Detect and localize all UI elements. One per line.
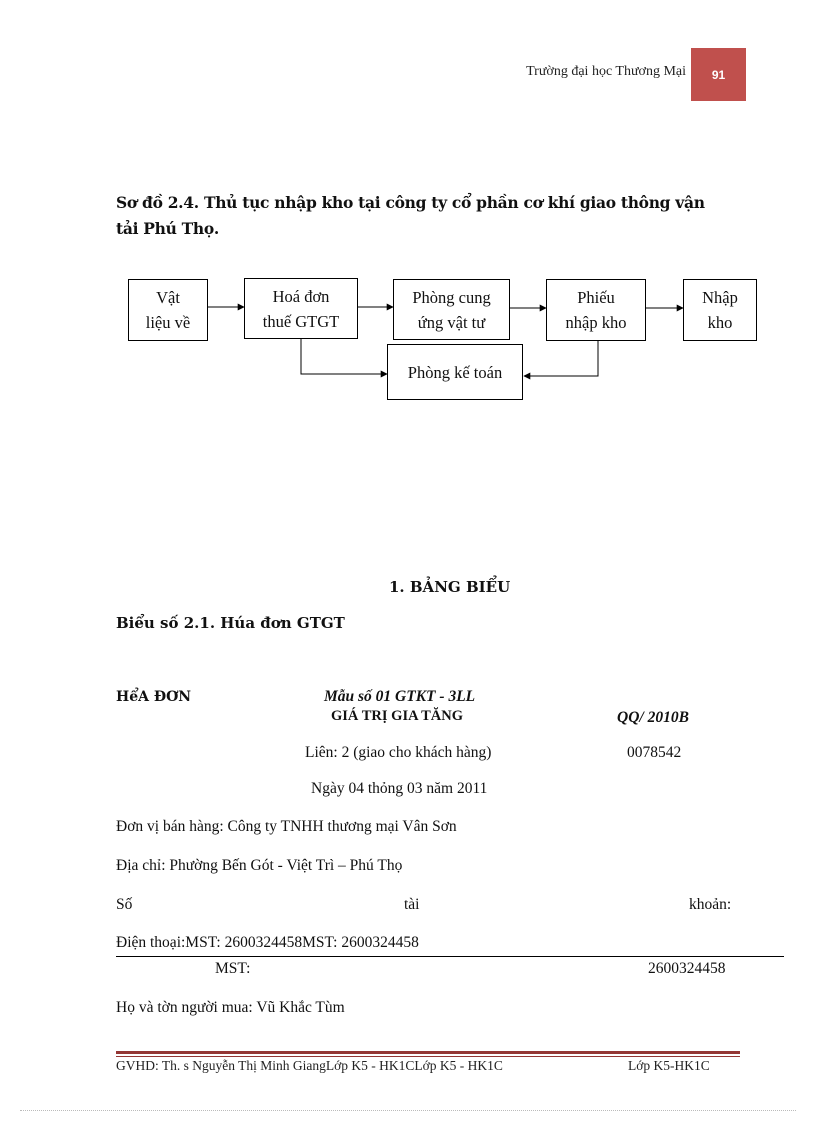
invoice-form-number: Mẫu số 01 GTKT - 3LL <box>324 688 476 705</box>
arrow-2-6 <box>301 338 387 374</box>
invoice-label: HểA ĐƠN <box>116 689 192 705</box>
box-phong-ke-toan: Phòng kế toán <box>387 344 523 400</box>
buyer-name: Họ và tờn người mua: Vũ Khắc Tùm <box>116 999 345 1016</box>
section-subtitle: Biểu số 2.1. Húa đơn GTGT <box>116 614 345 632</box>
tax-code-label: MST: <box>215 960 251 977</box>
box-nhap-kho: Nhập kho <box>683 279 757 341</box>
footer-rule-thin <box>116 1056 740 1057</box>
seller-unit: Đơn vị bán hàng: Công ty TNHH thương mại Vân Sơn <box>116 818 457 835</box>
account-label-so: Số <box>116 896 133 913</box>
box-vat-lieu-ve: Vật liệu về <box>128 279 208 341</box>
page-bottom-edge <box>20 1110 796 1111</box>
box-phong-cung-ung: Phòng cung ứng vật tư <box>393 279 510 340</box>
account-label-tai: tài <box>404 896 420 913</box>
invoice-number: 0078542 <box>627 744 682 761</box>
tax-code-value: 2600324458 <box>648 960 726 977</box>
footer-left: GVHD: Th. s Nguyễn Thị Minh GiangLớp K5 - HK1CLớp K5 - HK1C <box>116 1058 503 1073</box>
invoice-symbol: QQ/ 2010B <box>617 709 689 726</box>
divider <box>116 956 784 957</box>
seller-address: Địa chỉ: Phường Bến Gót - Việt Trì – Phú Thọ <box>116 857 403 874</box>
section-title: 1. BẢNG BIỂU <box>389 578 511 596</box>
arrow-4-6 <box>524 340 598 376</box>
box-hoa-don-gtgt: Hoá đơn thuế GTGT <box>244 278 358 339</box>
footer-right: Lớp K5-HK1C <box>628 1058 710 1073</box>
box-phieu-nhap-kho: Phiếu nhập kho <box>546 279 646 341</box>
invoice-type: GIÁ TRỊ GIA TĂNG <box>331 708 464 724</box>
phone-tax-code: Điện thoại:MST: 2600324458MST: 2600324458 <box>116 934 419 951</box>
invoice-date: Ngày 04 thỏng 03 năm 2011 <box>311 780 488 797</box>
page-number: 91 <box>691 48 746 101</box>
invoice-copy: Liên: 2 (giao cho khách hàng) <box>305 744 492 761</box>
account-label-khoan: khoản: <box>689 896 732 913</box>
diagram-caption: Sơ đồ 2.4. Thủ tục nhập kho tại công ty cổ phần cơ khí giao thông vận tải Phú Thọ. <box>116 193 705 238</box>
footer-rule-thick <box>116 1051 740 1054</box>
header-title: Trường đại học Thương Mại <box>526 64 686 79</box>
